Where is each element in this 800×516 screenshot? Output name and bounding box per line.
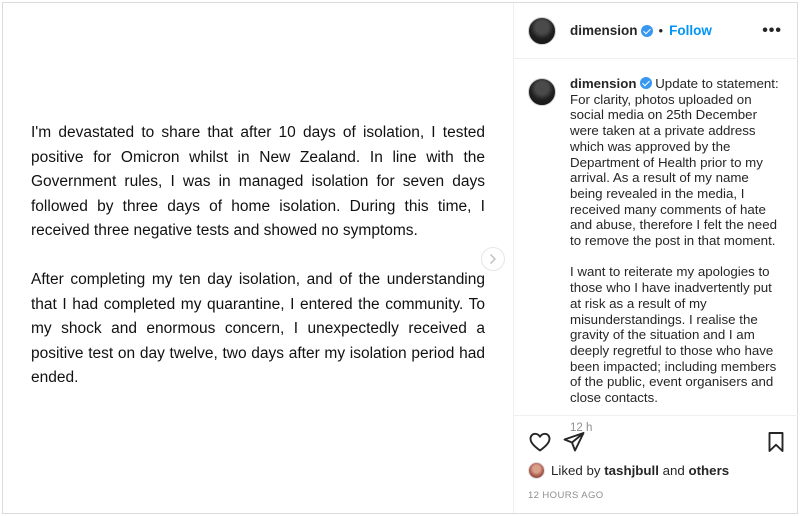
verified-badge-icon [640,77,652,89]
author-info [570,23,712,38]
liked-by-others[interactable]: others [688,463,730,478]
likes-summary [528,462,729,479]
caption-body-1: Update to statement: For clarity, photos uploaded on social media on 25th December were taken at a private address which was approved by the Department of Health prior to my arrival. As a result of my name being revealed in the media, I received many comments of hate and abuse, therefore I felt the need to remove the post in that moment. [570,76,779,249]
share-button[interactable] [562,430,586,454]
post-modal [2,2,798,514]
liked-by-and: and [662,463,685,478]
caption-paragraph-1 [570,76,784,249]
media-paragraph-2: After completing my ten day isolation, and of the understanding that I had completed my quarantine, I entered the community. To my shock and enormous concern, I unexpectedly received a positive test on day twelve, two days after my isolation period had ended. [31,271,485,386]
caption-username[interactable]: dimension [570,76,637,91]
liker-avatar[interactable] [528,462,545,479]
more-options-icon[interactable]: ••• [762,22,782,39]
author-avatar[interactable] [528,17,556,45]
caption-avatar[interactable] [528,78,556,106]
share-icon [562,430,586,454]
action-bar [514,415,798,513]
liked-by-prefix: Liked by [551,463,601,478]
post-media [3,3,513,513]
follow-button[interactable]: Follow [669,23,712,38]
liked-by-user[interactable]: tashjbull [604,463,659,478]
caption-text [570,76,784,406]
bookmark-icon [764,430,788,454]
post-timestamp[interactable]: 12 HOURS AGO [528,490,604,501]
next-image-button[interactable] [481,247,505,271]
chevron-right-icon [487,253,499,265]
author-username[interactable]: dimension [570,23,638,38]
post-header [514,3,798,59]
caption-row [528,76,784,406]
caption-paragraph-2: I want to reiterate my apologies to those who I have inadvertently put at risk as a result of my misunderstandings. I realise the gravity of the situation and I am deeply regretful to those who have been impacted; including members of the public, event organisers and close contacts. [570,264,777,406]
media-statement-text [31,121,485,415]
comments-section [514,60,798,434]
header-separator: • [658,23,664,38]
media-paragraph-1: I'm devastated to share that after 10 days of isolation, I tested positive for Omicron whilst in New Zealand. In line with the Government rules, I was in managed isolation for seven days followed by three days of home isolation. During this time, I received three negative tests and showed no symptoms. [31,124,485,239]
save-button[interactable] [764,430,788,454]
post-sidebar [513,3,797,513]
heart-icon [528,430,552,454]
caption-time-ago[interactable]: 12 h [570,421,593,434]
verified-badge-icon [641,25,653,37]
like-button[interactable] [528,430,552,454]
